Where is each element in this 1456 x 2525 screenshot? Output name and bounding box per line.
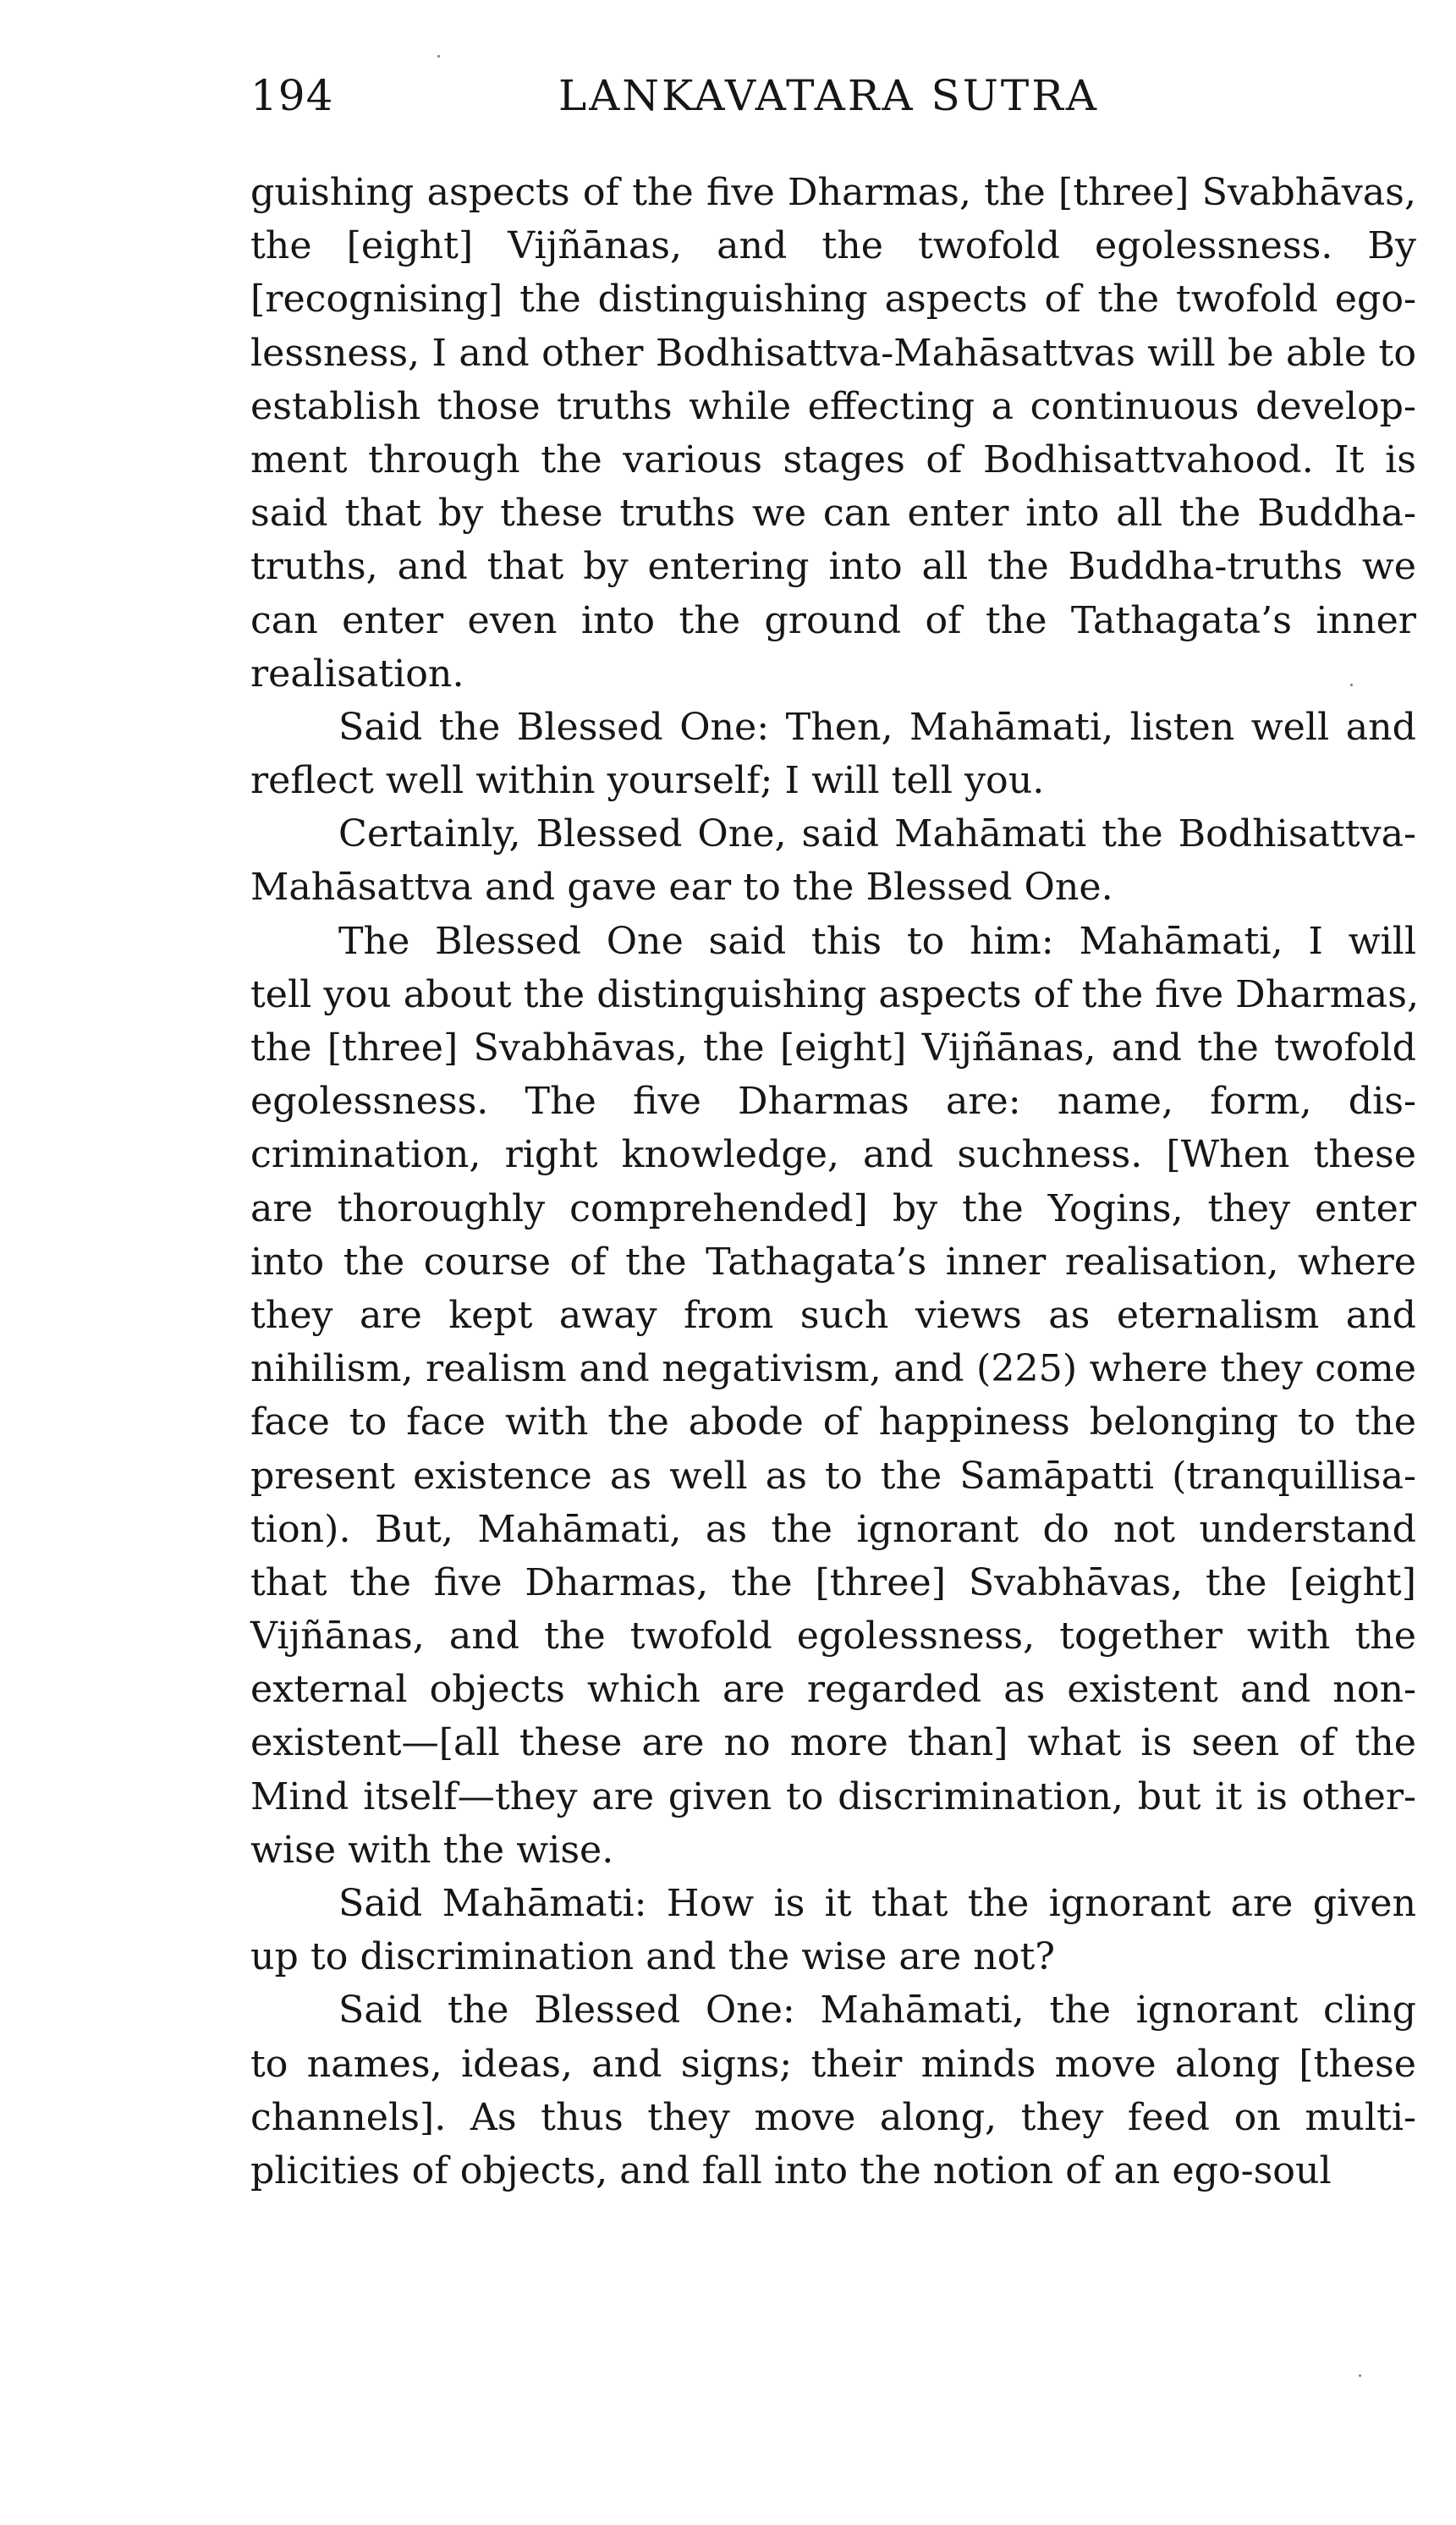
text-line: establish those truths while effecting a continuous develop- xyxy=(250,384,1416,428)
text-line: Said Mahāmati: How is it that the ignorant are given xyxy=(338,1882,1416,1925)
text-line: Certainly, Blessed One, said Mahāmati the Bodhisattva- xyxy=(338,812,1416,856)
text-line: truths, and that by entering into all the Buddha-truths we xyxy=(250,545,1416,589)
text-line: external objects which are regarded as existent and non- xyxy=(250,1668,1416,1712)
paragraph xyxy=(250,807,1416,914)
text-line: can enter even into the ground of the Tathagata’s inner xyxy=(250,598,1416,642)
text-line: crimination, right knowledge, and suchness. [When these xyxy=(250,1133,1416,1177)
text-line: nihilism, realism and negativism, and (225) where they come xyxy=(250,1347,1416,1391)
text-line: that the five Dharmas, the [three] Svabhāvas, the [eight] xyxy=(250,1560,1416,1604)
text-line: tell you about the distinguishing aspects of the five Dharmas, xyxy=(250,972,1420,1016)
text-line: face to face with the abode of happiness belonging to the xyxy=(250,1400,1416,1444)
text-line: channels]. As thus they move along, they feed on multi- xyxy=(250,2095,1416,2139)
text-line: are thoroughly comprehended] by the Yogins, they enter xyxy=(250,1186,1416,1230)
text-line: they are kept away from such views as eternalism and xyxy=(250,1293,1416,1337)
print-speck xyxy=(1359,2374,1361,2377)
text-line: The Blessed One said this to him: Mahāmati, I will xyxy=(338,919,1416,963)
text-line: tion). But, Mahāmati, as the ignorant do not understand xyxy=(250,1507,1416,1551)
paragraph xyxy=(250,701,1416,807)
text-line: ment through the various stages of Bodhisattvahood. It is xyxy=(250,437,1416,481)
text-line: Mahāsattva and gave ear to the Blessed One. xyxy=(250,866,1113,910)
text-line: [recognising] the distinguishing aspects of the twofold ego- xyxy=(250,278,1416,322)
page-number: 194 xyxy=(250,71,334,120)
paragraph xyxy=(250,1983,1416,2198)
paragraph xyxy=(250,1877,1416,1983)
text-line: up to discrimination and the wise are not? xyxy=(250,1935,1056,1979)
body-text xyxy=(250,166,1420,2198)
text-line: present existence as well as to the Samāpatti (tranquillisa- xyxy=(250,1454,1416,1498)
text-line: the [three] Svabhāvas, the [eight] Vijñānas, and the twofold xyxy=(250,1026,1416,1070)
text-line: into the course of the Tathagata’s inner realisation, where xyxy=(250,1240,1416,1284)
print-speck xyxy=(437,55,440,58)
text-line: the [eight] Vijñānas, and the twofold egolessness. By xyxy=(250,224,1416,268)
text-line: said that by these truths we can enter into all the Buddha- xyxy=(250,492,1416,536)
running-header xyxy=(250,66,1416,125)
text-line: Vijñānas, and the twofold egolessness, together with the xyxy=(250,1615,1416,1659)
text-line: plicities of objects, and fall into the notion of an ego-soul xyxy=(250,2148,1332,2192)
text-line: wise with the wise. xyxy=(250,1828,614,1872)
text-line: guishing aspects of the five Dharmas, the [three] Svabhāvas, xyxy=(250,171,1416,214)
text-line: reflect well within yourself; I will tell you. xyxy=(250,759,1045,803)
text-line: Said the Blessed One: Then, Mahāmati, listen well and xyxy=(338,705,1416,749)
paragraph xyxy=(250,166,1416,701)
text-line: lessness, I and other Bodhisattva-Mahāsattvas will be able to xyxy=(250,331,1416,375)
print-speck xyxy=(1350,684,1353,686)
text-line: existent—[all these are no more than] what is seen of the xyxy=(250,1721,1416,1765)
text-line: egolessness. The five Dharmas are: name, form, dis- xyxy=(250,1080,1416,1124)
text-line: realisation. xyxy=(250,652,464,696)
running-title: LANKAVATARA SUTRA xyxy=(558,71,1099,120)
text-line: to names, ideas, and signs; their minds move along [these xyxy=(250,2042,1416,2086)
paragraph xyxy=(250,915,1420,1877)
text-line: Mind itself—they are given to discrimination, but it is other- xyxy=(250,1774,1416,1818)
text-line: Said the Blessed One: Mahāmati, the ignorant cling xyxy=(338,1989,1416,2033)
